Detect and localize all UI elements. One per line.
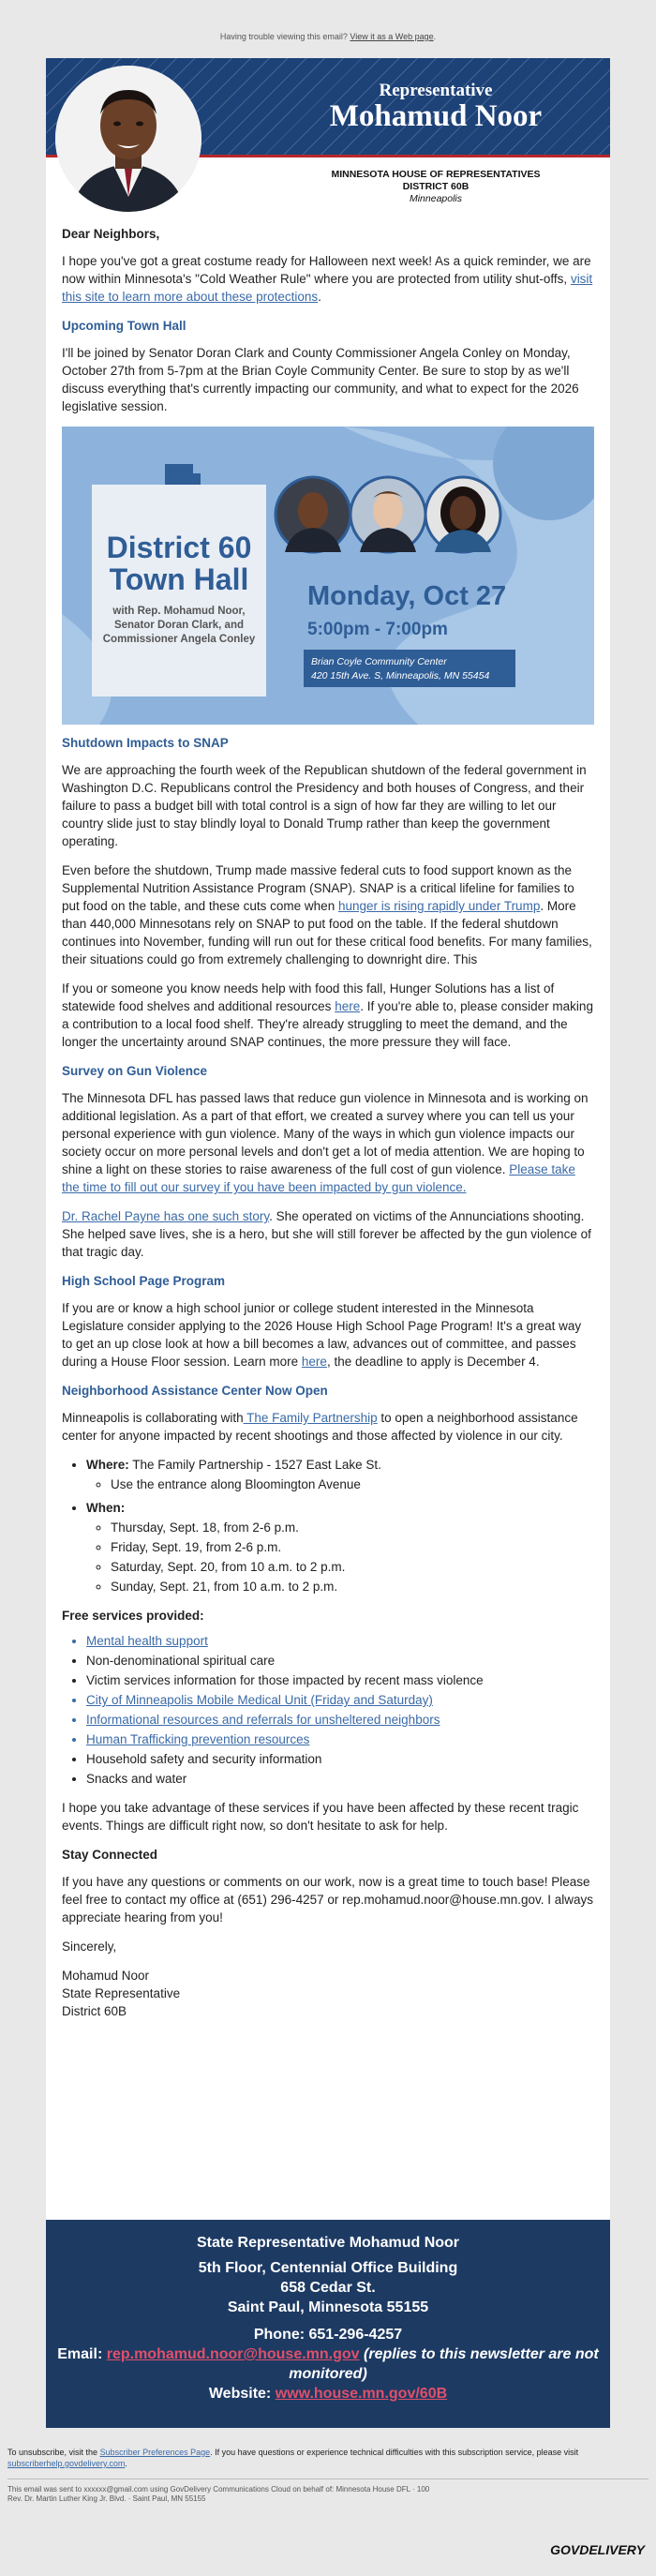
unsubscribe-text: To unsubscribe, visit the Subscriber Preferences Page. If you have questions or experience technical difficulties with this subscription service, please visit subscriberhelp.govdelivery.com. xyxy=(7,2448,579,2468)
service-item: • Snacks and water xyxy=(86,1770,595,1788)
newsletter-body xyxy=(46,225,610,2020)
banner-time: 5:00pm - 7:00pm xyxy=(307,620,448,639)
town-hall-banner[interactable] xyxy=(62,427,594,725)
banner-with-1: with Rep. Mohamud Noor, xyxy=(112,606,246,617)
trouble-text: Having trouble viewing this email? xyxy=(219,32,348,41)
subscriber-preferences-link[interactable]: Subscriber Preferences Page xyxy=(99,2448,211,2457)
gun-violence-heading: Survey on Gun Violence xyxy=(62,1064,208,1078)
snap-paragraph-1: We are approaching the fourth week of the Republican shutdown of the federal government in Washington D.C. Republicans control the Presidency and both houses of Congress, and their failure to pass a budget bill with total control is a sign of how far they are willing to let our country slide just to stay blindly loyal to Donald Trump rather than keep the government operating. xyxy=(62,763,587,848)
header-banner xyxy=(46,58,610,163)
when-time: ◦ Sunday, Sept. 21, from 10 a.m. to 2 p.m. xyxy=(111,1578,595,1595)
gun-paragraph-1: The Minnesota DFL has passed laws that reduce gun violence in Minnesota and is working on additional legislation. As a part of that effort, we created a survey where you can tell us your personal experience with gun violence. Many of the ways in which gun violence impacts our society occur on more personal levels and don't get a lot of media attention. We are hoping to shine a light on these stories to raise awareness of the full cost of gun violence. Please take the time to fill out our survey if you have been impacted by gun violence. xyxy=(62,1091,589,1194)
header-name: Mohamud Noor xyxy=(329,99,543,133)
service-link[interactable]: • Informational resources and referrals for unsheltered neighbors xyxy=(86,1711,595,1729)
subscription-footer xyxy=(0,2447,656,2557)
snap-paragraph-3: If you or someone you know needs help with food this fall, Hunger Solutions has a list of statewide food shelves and additional resources here. If you're able to, please consider making a contribution to a local food shelf. They're already struggling to meet the demand, and the longer the uncertainty around SNAP continues, the more pressure they will face. xyxy=(62,981,593,1049)
assistance-closing: I hope you take advantage of these services if you have been affected by these recent tragic events. Things are difficult right now, so don't hesitate to ask for help. xyxy=(62,1801,579,1833)
banner-with-2: Senator Doran Clark, and xyxy=(113,620,245,631)
banner-with-3: Commissioner Angela Conley xyxy=(102,634,256,645)
footer-address-2: 658 Cedar St. xyxy=(280,2280,376,2296)
service-link[interactable]: • Human Trafficking prevention resources xyxy=(86,1730,595,1748)
services-list xyxy=(62,1632,595,1788)
signature: Mohamud Noor State Representative District 60B xyxy=(62,1969,181,2018)
footer-email-line: Email: rep.mohamud.noor@house.mn.gov (replies to this newsletter are not monitored) xyxy=(57,2346,599,2382)
snap-paragraph-2: Even before the shutdown, Trump made massive federal cuts to food support known as the Supplemental Nutrition Assistance Program (SNAP). SNAP is a critical lifeline for families to put food on the table, and these cuts come when hunger is rising rapidly under Trump. More than 440,000 Minnesotans rely on SNAP to put food on the table. If the federal shutdown continues into November, funding will run out for these critical food benefits. For many families, their situations could go from extremely challenging to downright dire. This xyxy=(62,863,592,966)
service-item: • Victim services information for those impacted by recent mass violence xyxy=(86,1671,595,1689)
banner-venue-2: 420 15th Ave. S, Minneapolis, MN 55454 xyxy=(311,670,490,681)
page-program-link[interactable]: here xyxy=(301,1355,327,1369)
portrait-photo xyxy=(55,66,201,212)
portrait-illustration xyxy=(55,66,201,212)
subscriber-help-link[interactable]: subscriberhelp.govdelivery.com xyxy=(7,2459,126,2468)
sincerely: Sincerely, xyxy=(62,1939,117,1954)
greeting: Dear Neighbors, xyxy=(62,227,160,241)
when-time: ◦ Friday, Sept. 19, from 2-6 p.m. xyxy=(111,1538,595,1556)
service-item: • Non-denominational spiritual care xyxy=(86,1652,595,1670)
banner-title-1: District 60 xyxy=(106,531,252,564)
when-time: ◦ Saturday, Sept. 20, from 10 a.m. to 2 p.m. xyxy=(111,1558,595,1576)
services-heading: Free services provided: xyxy=(62,1609,204,1623)
email-card xyxy=(46,58,610,2428)
stay-connected-paragraph: If you have any questions or comments on our work, now is a great time to touch base! Please feel free to contact my office at (651) 296-4257 or rep.mohamud.noor@house.mn.gov. I always appreciate hearing from you! xyxy=(62,1875,594,1925)
city-label: Minneapolis xyxy=(409,193,463,204)
town-hall-paragraph: I'll be joined by Senator Doran Clark and County Commissioner Angela Conley on Monday, October 27th from 5-7pm at the Brian Coyle Community Center. Be sure to stop by as we'll discuss everything that's currently impacting our community, and what to expect for the 2026 legislative session. xyxy=(62,346,579,413)
survey-link[interactable]: Please take the time to fill out our survey if you have been impacted by gun violence. xyxy=(62,1162,575,1194)
footer-phone: Phone: 651-296-4257 xyxy=(253,2327,403,2343)
where-when-list xyxy=(62,1456,595,1595)
intro-paragraph: I hope you've got a great costume ready for Halloween next week! As a quick reminder, we are now within Minnesota's "Cold Weather Rule" where you are protected from utility shut-offs, visit this site to learn more about these protections. xyxy=(62,254,593,304)
stay-connected-heading: Stay Connected xyxy=(62,1848,158,1862)
sent-to-text: This email was sent to xxxxxx@gmail.com using GovDelivery Communications Cloud on behalf of: Minnesota House DFL · 100 Rev. Dr. Martin Luther King Jr. Blvd. · Saint Paul, MN 55155 xyxy=(7,2485,430,2503)
header-rep-label: Representative xyxy=(379,81,493,100)
snap-heading: Shutdown Impacts to SNAP xyxy=(62,736,229,750)
service-link[interactable]: • City of Minneapolis Mobile Medical Unit (Friday and Saturday) xyxy=(86,1691,595,1709)
service-link[interactable]: • Mental health support xyxy=(86,1632,595,1650)
contact-footer xyxy=(46,2220,610,2428)
when-item: • When: ◦ Thursday, Sept. 18, from 2-6 p.m. ◦ Friday, Sept. 19, from 2-6 p.m. ◦ Saturday, Sept. 20, from 10 a.m. to 2 p.m. ◦ Sunday, Sept. 21, from 10 a.m. to 2 p.m. xyxy=(86,1499,595,1595)
footer-website-link[interactable]: www.house.mn.gov/60B xyxy=(275,2386,448,2402)
town-hall-graphic xyxy=(62,427,594,725)
family-partnership-link[interactable]: The Family Partnership xyxy=(243,1411,378,1425)
cold-weather-link[interactable]: visit this site to learn more about these protections xyxy=(62,272,593,304)
footer-title: State Representative Mohamud Noor xyxy=(196,2235,460,2251)
footer-email-link[interactable]: rep.mohamud.noor@house.mn.gov xyxy=(106,2346,360,2362)
assistance-paragraph: Minneapolis is collaborating with The Family Partnership to open a neighborhood assistance center for anyone impacted by recent shootings and those affected by violence in our city. xyxy=(62,1411,578,1443)
footer-address-3: Saint Paul, Minnesota 55155 xyxy=(227,2299,429,2315)
footer-website-line: Website: www.house.mn.gov/60B xyxy=(208,2386,448,2402)
where-sub-item: ◦ Use the entrance along Bloomington Avenue xyxy=(111,1475,595,1493)
hunger-rising-link[interactable]: hunger is rising rapidly under Trump xyxy=(337,899,541,913)
town-hall-heading: Upcoming Town Hall xyxy=(62,319,186,333)
rachel-payne-story-link[interactable]: Dr. Rachel Payne has one such story xyxy=(62,1209,270,1223)
where-item: • Where: The Family Partnership - 1527 East Lake St. ◦ Use the entrance along Bloomington Avenue xyxy=(86,1456,595,1493)
service-item: • Household safety and security information xyxy=(86,1750,595,1768)
govdelivery-logo[interactable]: GOVDELIVERY xyxy=(550,2542,645,2557)
page-program-heading: High School Page Program xyxy=(62,1274,226,1288)
banner-date: Monday, Oct 27 xyxy=(307,581,507,611)
page-program-paragraph: If you are or know a high school junior or college student interested in the Minnesota Legislature consider applying to the 2026 House High School Page Program! It's a great way to get an up close look at how a bill becomes a law, advances out of committee, and passes during a House Floor session. Learn more here, the deadline to apply is December 4. xyxy=(62,1301,582,1369)
when-time: ◦ Thursday, Sept. 18, from 2-6 p.m. xyxy=(111,1519,595,1536)
footer-address-1: 5th Floor, Centennial Office Building xyxy=(198,2260,458,2276)
view-as-webpage-bar: Having trouble viewing this email? View it as a Web page. xyxy=(219,32,437,41)
district-label: DISTRICT 60B xyxy=(402,181,470,192)
banner-venue-1: Brian Coyle Community Center xyxy=(311,656,447,667)
food-shelves-link[interactable]: here xyxy=(335,999,361,1013)
banner-title-2: Town Hall xyxy=(109,562,249,596)
chamber-label: MINNESOTA HOUSE OF REPRESENTATIVES xyxy=(331,169,541,180)
gun-paragraph-2: Dr. Rachel Payne has one such story. She operated on victims of the Annunciations shooting. She helped save lives, she is a hero, but she will still forever be affected by the gun violence of that tragic day. xyxy=(62,1209,591,1259)
assistance-heading: Neighborhood Assistance Center Now Open xyxy=(62,1384,328,1398)
view-web-page-link[interactable]: View it as a Web page xyxy=(350,32,434,41)
